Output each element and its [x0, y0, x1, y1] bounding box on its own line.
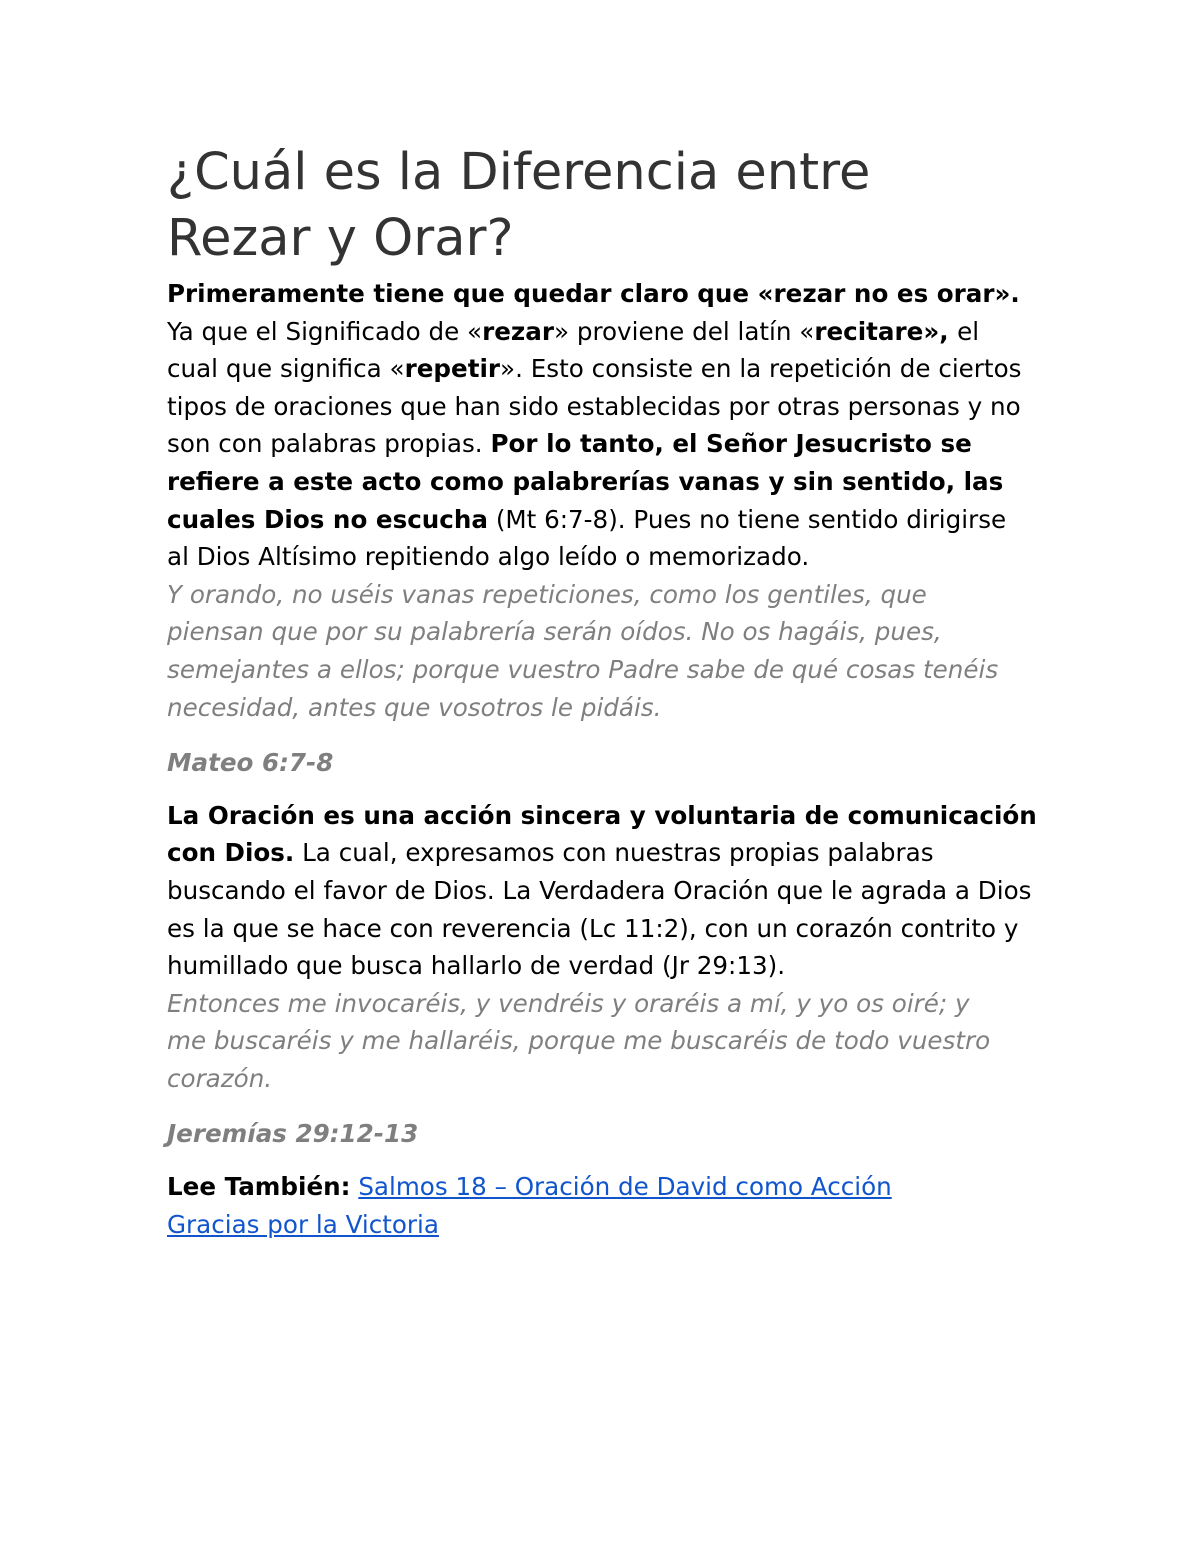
scripture-quote: Y orando, no uséis vanas repeticiones, como los gentiles, que piensan que por su palabrería serán oídos. No os hagáis, pues, semejantes a ellos; porque vuestro Padre sabe de qué cosas tenéis necesidad, antes que vosotros le pidáis. — [167, 579, 999, 722]
paragraph-rezar — [167, 275, 1027, 576]
bold-text: rezar — [482, 316, 554, 346]
bold-text: La Oración es una acción sincera y voluntaria de comunicación con Dios. — [167, 800, 1037, 868]
bold-text: Primeramente tiene que quedar claro que «rezar no es orar». — [167, 279, 1020, 308]
text: el cual que significa « — [167, 316, 980, 384]
scripture-reference: Jeremías 29:12-13 — [167, 1119, 419, 1149]
see-also — [167, 1168, 987, 1243]
paragraph-oracion — [167, 797, 1047, 985]
text: Ya que el Significado de « — [167, 316, 483, 346]
page-title: ¿Cuál es la Diferencia entre Rezar y Orar? — [167, 143, 871, 268]
scripture-quote: Entonces me invocaréis, y vendréis y oraréis a mí, y yo os oiré; y me buscaréis y me hallaréis, porque me buscaréis de todo vuestro corazón. — [167, 988, 991, 1093]
bold-text: recitare», — [814, 316, 958, 346]
see-also-label: Lee También: — [167, 1172, 351, 1202]
text: » proviene del latín « — [553, 316, 815, 346]
bold-text: Por lo tanto, el Señor Jesucristo se refiere a este acto como palabrerías vanas y sin sentido, las cuales Dios no escucha — [167, 429, 1004, 534]
see-also-link[interactable]: Salmos 18 – Oración de David como Acción Gracias por la Victoria — [167, 1172, 892, 1239]
document-page — [167, 140, 1047, 1243]
text: (Mt 6:7-8). Pues no tiene sentido dirigirse al Dios Altísimo repitiendo algo leído o memorizado. — [167, 504, 1007, 572]
bold-text: repetir — [404, 354, 501, 384]
text: La cual, expresamos con nuestras propias palabras buscando el favor de Dios. La Verdadera Oración que le agrada a Dios es la que se hace con reverencia (Lc 11:2), con un corazón contrito y humillado que busca hallarlo de verdad (Jr 29:13). — [167, 838, 1032, 981]
text: ». Esto consiste en la repetición de ciertos tipos de oraciones que han sido establecidas por otras personas y no son con palabras propias. — [167, 354, 1022, 459]
scripture-reference: Mateo 6:7-8 — [167, 748, 334, 778]
